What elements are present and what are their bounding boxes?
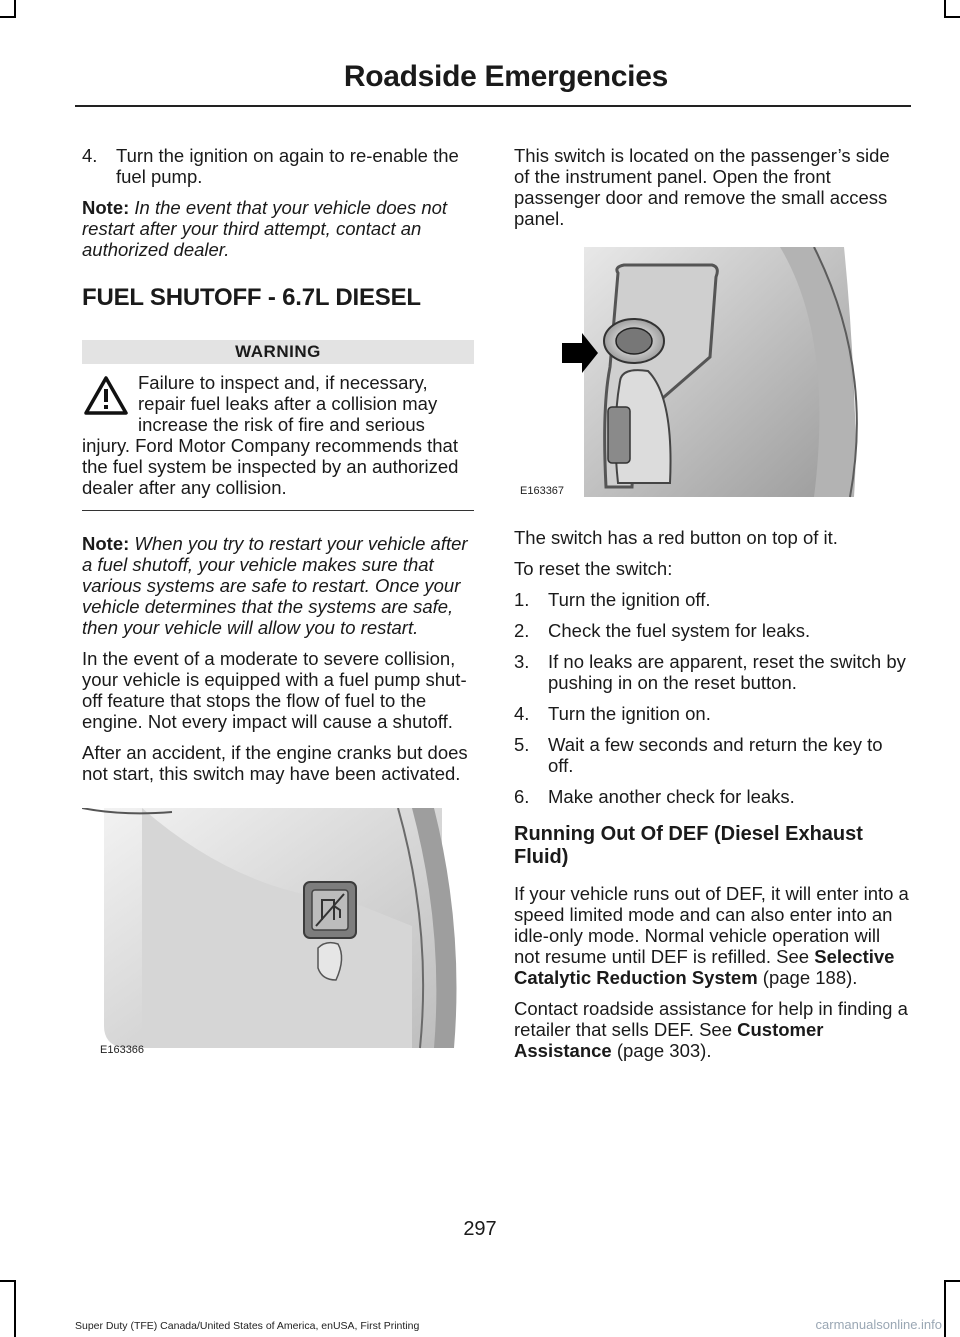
section-heading: FUEL SHUTOFF - 6.7L DIESEL bbox=[82, 284, 421, 311]
body-paragraph: After an accident, if the engine cranks but does not start, this switch may have been activated. bbox=[82, 742, 468, 784]
figure-label: E163366 bbox=[100, 1044, 145, 1056]
list-item bbox=[514, 734, 910, 776]
body-paragraph: The switch has a red button on top of it. bbox=[514, 527, 838, 548]
step-text: Turn the ignition on. bbox=[548, 703, 711, 724]
body-paragraph: To reset the switch: bbox=[514, 558, 673, 579]
step-text: Turn the ignition on again to re-enable the fuel pump. bbox=[116, 145, 459, 187]
crop-mark bbox=[0, 16, 16, 18]
list-item bbox=[514, 703, 910, 724]
warning-text: Failure to inspect and, if necessary, repair fuel leaks after a collision may increase the risk of fire and serious bbox=[138, 372, 438, 435]
left-column bbox=[82, 145, 474, 1064]
body-paragraph: This switch is located on the passenger’s side of the instrument panel. Open the front passenger door and remove the small access panel. bbox=[514, 145, 890, 229]
figure-switch-location bbox=[514, 247, 910, 511]
def-text: If your vehicle runs out of DEF, it will enter into a speed limited mode and can also enter into an idle-only mode. Normal vehicle operation will not resume until DEF is refilled. See bbox=[514, 883, 909, 967]
note-label: Note: bbox=[82, 533, 130, 554]
list-item bbox=[514, 651, 910, 693]
warning-box bbox=[82, 364, 474, 498]
warning-triangle-icon bbox=[84, 376, 128, 416]
footer-text: Super Duty (TFE) Canada/United States of America, enUSA, First Printing bbox=[75, 1320, 420, 1332]
body-paragraph: In the event of a moderate to severe collision, your vehicle is equipped with a fuel pump shut-off feature that stops the flow of fuel to the engine. Not every impact will cause a shutoff. bbox=[82, 648, 467, 732]
customer-assistance-link[interactable]: Customer Assistance bbox=[514, 1019, 824, 1061]
note-text: When you try to restart your vehicle after a fuel shutoff, your vehicle makes sure that various systems are safe to restart. Once your vehicle determines that the systems are safe, then your vehicle will allow you to restart. bbox=[82, 533, 468, 638]
page-reference: (page 303). bbox=[616, 1040, 712, 1061]
right-column bbox=[514, 145, 910, 1071]
list-item bbox=[514, 786, 910, 807]
step-text: Make another check for leaks. bbox=[548, 786, 795, 807]
step-number: 2. bbox=[514, 620, 530, 641]
page-number: 297 bbox=[463, 1218, 497, 1240]
step-number: 3. bbox=[514, 651, 530, 672]
step-number: 5. bbox=[514, 734, 530, 755]
step-number: 4. bbox=[82, 145, 98, 166]
warning-divider bbox=[82, 510, 474, 511]
watermark: carmanualsonline.info bbox=[815, 1317, 942, 1332]
crop-mark bbox=[944, 1280, 946, 1337]
warning-title: WARNING bbox=[82, 340, 474, 364]
figure-illustration bbox=[514, 247, 910, 511]
figure-illustration bbox=[82, 808, 474, 1064]
step-number: 1. bbox=[514, 589, 530, 610]
crop-mark bbox=[944, 16, 960, 18]
warning-text-continued: injury. Ford Motor Company recommends that the fuel system be inspected by an authorized dealer after any collision. bbox=[82, 435, 459, 498]
step-number: 4. bbox=[514, 703, 530, 724]
note-label: Note: bbox=[82, 197, 130, 218]
list-item bbox=[514, 589, 910, 610]
list-item bbox=[514, 620, 910, 641]
note-paragraph bbox=[82, 533, 474, 638]
body-paragraph bbox=[514, 998, 910, 1061]
page-title: Roadside Emergencies bbox=[343, 60, 668, 93]
note-text: In the event that your vehicle does not restart after your third attempt, contact an authorized dealer. bbox=[82, 197, 448, 260]
reset-steps-list bbox=[514, 589, 910, 807]
step-text: If no leaks are apparent, reset the switch by pushing in on the reset button. bbox=[548, 651, 906, 693]
step-text: Check the fuel system for leaks. bbox=[548, 620, 811, 641]
crop-mark bbox=[944, 1280, 960, 1282]
step-text: Wait a few seconds and return the key to off. bbox=[548, 734, 883, 776]
note-paragraph bbox=[82, 197, 474, 260]
step-number: 6. bbox=[514, 786, 530, 807]
figure-label: E163367 bbox=[520, 485, 565, 497]
page-reference: (page 188). bbox=[762, 967, 858, 988]
subsection-heading: Running Out Of DEF (Diesel Exhaust Fluid) bbox=[514, 823, 863, 868]
step-text: Turn the ignition off. bbox=[548, 589, 711, 610]
crop-mark bbox=[0, 1280, 16, 1282]
header-divider bbox=[75, 105, 911, 107]
crop-mark bbox=[14, 1280, 16, 1337]
figure-fuel-shutoff-panel bbox=[82, 808, 474, 1064]
body-paragraph bbox=[514, 883, 910, 988]
selective-catalytic-reduction-link[interactable]: Selective Catalytic Reduction System bbox=[514, 946, 895, 988]
list-item bbox=[82, 145, 474, 187]
contact-text: Contact roadside assistance for help in finding a retailer that sells DEF. See bbox=[514, 998, 908, 1040]
